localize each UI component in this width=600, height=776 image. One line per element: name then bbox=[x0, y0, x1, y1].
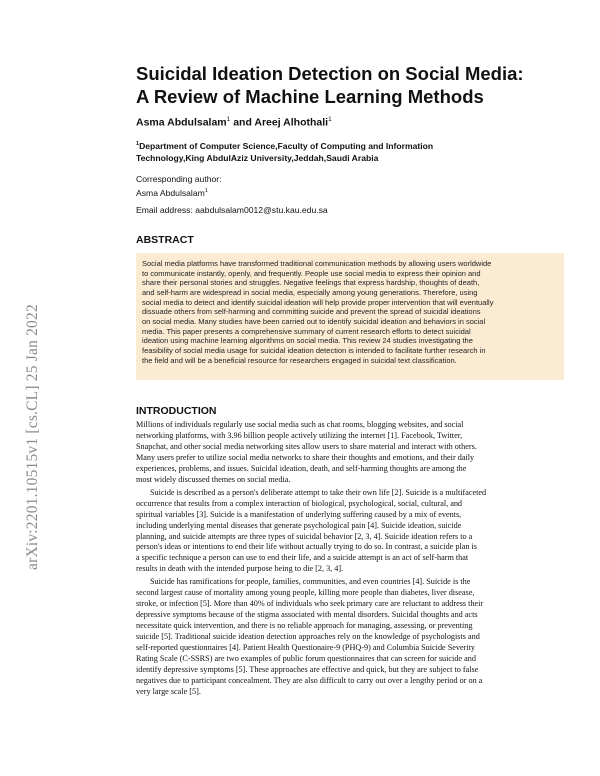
text-line: planning, and suicide attempts are three types of suicidal behavior [2, 3, 4]. Suicide ideation refers to a bbox=[136, 531, 473, 541]
abstract-line: social media to detect and identify suicidal ideation will help provide proper intervention that will eventually bbox=[142, 297, 494, 307]
paragraph bbox=[136, 577, 566, 697]
abstract-line: to communicate instantly, openly, and frequently. People use social media to express their opinion and bbox=[142, 268, 481, 278]
author-conjunction: and bbox=[233, 116, 252, 129]
title-line: Suicidal Ideation Detection on Social Media: bbox=[136, 63, 524, 84]
text-line: depressive symptoms because of the stigma associated with mental disorders. Suicidal thoughts and acts bbox=[136, 610, 478, 620]
abstract-line: dissuade others from self-harming and committing suicide and prevent the spread of suicidal ideations bbox=[142, 307, 481, 317]
text-line: Suicide has ramifications for people, families, communities, and even countries [4]. Suicide is the bbox=[150, 577, 471, 587]
abstract-line: on social media. Many studies have been carried out to identify suicidal ideation and behaviors in social bbox=[142, 316, 486, 326]
abstract-line: feasibility of social media usage for suicidal ideation detection is intended to facilitate further research in bbox=[142, 345, 486, 355]
affiliation-line: Technology,King AbdulAziz University,Jeddah,Saudi Arabia bbox=[136, 152, 379, 163]
text-line: stroke, or infection [5]. More than 40% of individuals who seek primary care are reluctant to address their bbox=[136, 599, 484, 609]
correspondence-block bbox=[136, 174, 556, 199]
abstract-box bbox=[136, 253, 564, 380]
text-line: person's ideas or intentions to end their life without actually trying to do so. In contrast, a suicide plan is bbox=[136, 542, 477, 552]
arxiv-identifier: arXiv:2201.10515v1 [cs.CL] 25 Jan 2022 bbox=[24, 304, 41, 570]
paragraph bbox=[136, 420, 566, 486]
text-line: second largest cause of mortality among young people, killing more people than diabetes, liver disease, bbox=[136, 588, 475, 598]
text-line: suicide [5]. Traditional suicide ideation detection approaches rely on the knowledge of psychologists and bbox=[136, 632, 480, 642]
author-affiliation-marker: 1 bbox=[328, 116, 332, 123]
author-affiliation-marker: 1 bbox=[226, 116, 231, 123]
author-name: Areej Alhothali bbox=[254, 116, 329, 129]
text-line: Rating Scale (C-SSRS) are two examples of public forum questionnaires that can screen for suicide and bbox=[136, 654, 476, 664]
arxiv-stamp bbox=[22, 210, 44, 570]
text-line: Suicide is described as a person's deliberate attempt to take their own life [2]. Suicide is a multifaceted bbox=[150, 487, 487, 497]
text-line: necessitate quick intervention, and there is no reliable approach for managing, assessing, or preventing bbox=[136, 621, 473, 631]
author-list bbox=[136, 116, 332, 129]
abstract-line: the field and will be a beneficial resource for researchers engaged in suicidal text classification. bbox=[142, 355, 457, 365]
text-line: negatives due to participant concealment. They are also difficult to carry out over a lengthy period or on a bbox=[136, 675, 483, 685]
correspondence-name: Asma Abdulsalam bbox=[136, 187, 205, 198]
text-line: including underlying mental diseases that generate psychological pain [4]. Suicide ideation, suicide bbox=[136, 520, 462, 530]
text-line: Many users prefer to utilize social media networks to share their thoughts and emotions, and their daily bbox=[136, 452, 475, 462]
affiliation-marker: 1 bbox=[136, 141, 140, 147]
title-line: A Review of Machine Learning Methods bbox=[136, 86, 484, 107]
abstract-heading: ABSTRACT bbox=[136, 234, 194, 246]
affiliation bbox=[136, 138, 556, 164]
paragraph bbox=[136, 488, 566, 576]
text-line: a specific technique a person can use to end their life, and a suicide attempt is an act of self-harm that bbox=[136, 553, 469, 563]
text-line: experiences, problems, and issues. Suicidal ideation, death, and self-harming thoughts are among the bbox=[136, 463, 467, 473]
introduction-heading: INTRODUCTION bbox=[136, 405, 217, 417]
email-address: Email address: aabdulsalam0012@stu.kau.edu.sa bbox=[136, 205, 328, 215]
abstract-line: share their personal stories and struggles. Negative feelings that express hardship, thoughts of death, bbox=[142, 278, 480, 288]
text-line: self-reported questionnaires [4]. Patient Health Questionaire-9 (PHQ-9) and Columbia Suicide Severity bbox=[136, 643, 476, 653]
text-line: occurrence that results from a complex interaction of biological, psychological, social, cultural, and bbox=[136, 498, 463, 508]
abstract-line: Social media platforms have transformed traditional communication methods by allowing users worldwide bbox=[142, 259, 492, 268]
text-line: networking platforms, with 3.96 billion people actively utilizing the internet [1]. Facebook, Twitter, bbox=[136, 430, 463, 440]
introduction-body bbox=[136, 420, 566, 698]
text-line: results in death with the intended purpose being to die [2, 3, 4]. bbox=[136, 564, 344, 574]
abstract-line: media. This paper presents a comprehensive summary of current research efforts to detect suicidal bbox=[142, 326, 471, 336]
abstract-line: ideation using machine learning algorithms on social media. This review 24 studies investigating the bbox=[142, 336, 473, 346]
author-name: Asma Abdulsalam bbox=[136, 116, 227, 129]
text-line: most widely discussed themes on social media. bbox=[136, 474, 291, 484]
affiliation-line: Department of Computer Science,Faculty of Computing and Information bbox=[139, 140, 434, 151]
text-line: Snapchat, and other social media networking sites allow users to share material and interact with others. bbox=[136, 441, 477, 451]
text-line: spiritual variables [3]. Suicide is a manifestation of underlying suffering caused by a mix of events, bbox=[136, 509, 462, 519]
text-line: Millions of individuals regularly use social media such as chat rooms, blogging websites, and social bbox=[136, 420, 464, 429]
correspondence-label: Corresponding author: bbox=[136, 174, 222, 184]
text-line: very large scale [5]. bbox=[136, 686, 201, 696]
correspondence-marker: 1 bbox=[204, 187, 208, 194]
paper-title bbox=[136, 62, 566, 108]
abstract-line: and self-harm are widespread in social media, especially among young generations. Therefore, using bbox=[142, 287, 478, 297]
text-line: identify depressive symptoms [5]. These approaches are effective and quick, but they are subject to false bbox=[136, 664, 479, 674]
